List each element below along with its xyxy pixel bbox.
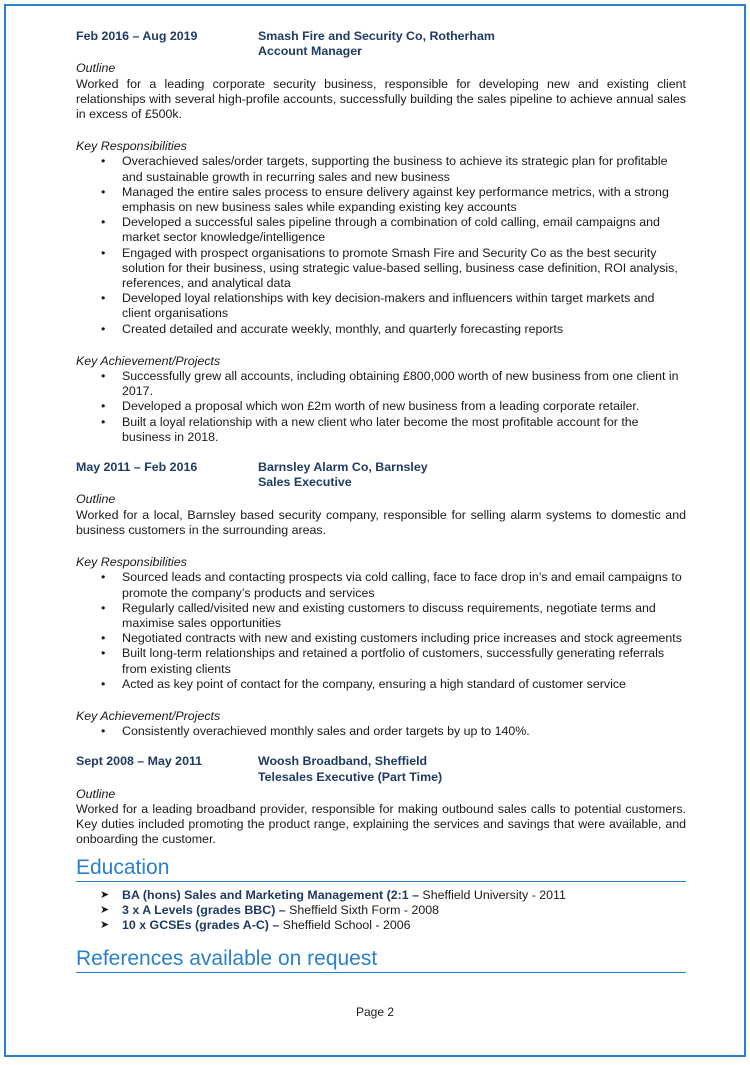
references-heading: References available on request	[76, 947, 686, 973]
list-item: • Consistently overachieved monthly sales and order targets by up to 140%.	[122, 724, 686, 739]
job-title: Account Manager	[258, 44, 362, 59]
education-heading: Education	[76, 856, 686, 882]
job-entry-1	[76, 29, 686, 445]
list-item: • Built long-term relationships and retained a portfolio of customers, successfully generating referrals from existing clients	[122, 646, 686, 676]
job-company: Smash Fire and Security Co, Rotherham	[258, 29, 495, 43]
list-item: • Managed the entire sales process to ensure delivery against key performance metrics, with a strong emphasis on new business sales while expanding existing key accounts	[122, 185, 686, 215]
list-item: • Overachieved sales/order targets, supporting the business to achieve its strategic plan for profitable and sustainable growth in recurring sales and new business	[122, 154, 686, 184]
institution: Sheffield University - 2011	[418, 887, 566, 902]
qualification: 10 x GCSEs (grades A-C) –	[122, 917, 280, 932]
job-dates: May 2011 – Feb 2016	[76, 460, 198, 475]
page-content	[76, 29, 686, 973]
education-list	[76, 888, 686, 934]
page-number: Page 2	[355, 1005, 395, 1019]
list-item: • Engaged with prospect organisations to promote Smash Fire and Security Co as the best security solution for their business, using strategic value-based selling, business case definition, ROI analysis, references, and analytical data	[122, 246, 686, 292]
job-outline: Worked for a leading broadband provider, responsible for making outbound sales calls to potential customers. Key duties included promoting the product range, explaining the services and savings that were available, and onboarding the customer.	[76, 801, 686, 847]
list-item: • Sourced leads and contacting prospects via cold calling, face to face drop in’s and email campaigns to promote the company’s products and services	[122, 570, 686, 600]
arrow-bullet-icon: ➤	[100, 888, 110, 901]
list-item: • Developed a successful sales pipeline through a combination of cold calling, email campaigns and market sector knowledge/intelligence	[122, 215, 686, 245]
education-item	[100, 902, 686, 918]
achievements-label: Key Achievement/Projects	[76, 708, 221, 723]
job-dates: Feb 2016 – Aug 2019	[76, 29, 198, 43]
responsibilities-list	[76, 154, 686, 336]
list-item: • Created detailed and accurate weekly, monthly, and quarterly forecasting reports	[122, 322, 686, 337]
list-item: • Successfully grew all accounts, including obtaining £800,000 worth of new business from one client in 2017.	[122, 369, 686, 399]
job-title: Sales Executive	[258, 475, 352, 490]
outline-label: Outline	[76, 61, 116, 76]
responsibilities-label: Key Responsibilities	[76, 555, 187, 570]
qualification: 3 x A Levels (grades BBC) –	[122, 902, 286, 917]
job-header	[76, 460, 686, 490]
achievements-list	[76, 369, 686, 445]
job-company: Woosh Broadband, Sheffield	[258, 754, 428, 769]
job-company: Barnsley Alarm Co, Barnsley	[258, 460, 428, 475]
institution: Sheffield School - 2006	[279, 917, 411, 932]
responsibilities-label: Key Responsibilities	[76, 139, 187, 154]
list-item: • Built a loyal relationship with a new client who later become the most profitable account for the business in 2018.	[122, 415, 686, 445]
cv-page	[4, 4, 746, 1057]
list-item: • Acted as key point of contact for the company, ensuring a high standard of customer service	[122, 677, 686, 692]
list-item: • Developed loyal relationships with key decision-makers and influencers within target markets and client organisations	[122, 291, 686, 321]
outline-label: Outline	[76, 786, 116, 801]
education-item	[100, 917, 686, 933]
job-outline: Worked for a leading corporate security business, responsible for developing new and existing client relationships with several high-profile accounts, successfully building the sales pipeline to achieve annual sales in excess of £500k.	[76, 76, 686, 122]
education-item	[100, 887, 686, 903]
job-entry-3	[76, 754, 686, 847]
list-item: • Negotiated contracts with new and existing customers including price increases and stock agreements	[122, 631, 686, 646]
job-header	[76, 754, 686, 784]
qualification: BA (hons) Sales and Marketing Management (2:1 –	[122, 887, 419, 902]
job-header	[76, 29, 686, 59]
achievements-label: Key Achievement/Projects	[76, 353, 221, 368]
list-item: • Developed a proposal which won £2m worth of new business from a leading corporate retailer.	[122, 399, 686, 414]
job-entry-2	[76, 460, 686, 739]
outline-label: Outline	[76, 492, 116, 507]
job-dates: Sept 2008 – May 2011	[76, 754, 203, 769]
responsibilities-list	[76, 570, 686, 692]
arrow-bullet-icon: ➤	[100, 918, 110, 931]
list-item: • Regularly called/visited new and existing customers to discuss requirements, negotiate terms and maximise sales opportunities	[122, 601, 686, 631]
institution: Sheffield Sixth Form - 2008	[285, 902, 440, 917]
achievements-list	[76, 724, 686, 739]
arrow-bullet-icon: ➤	[100, 903, 110, 916]
job-title: Telesales Executive (Part Time)	[258, 769, 443, 784]
job-outline: Worked for a local, Barnsley based security company, responsible for selling alarm systems to domestic and business customers in the surrounding areas.	[76, 507, 686, 537]
